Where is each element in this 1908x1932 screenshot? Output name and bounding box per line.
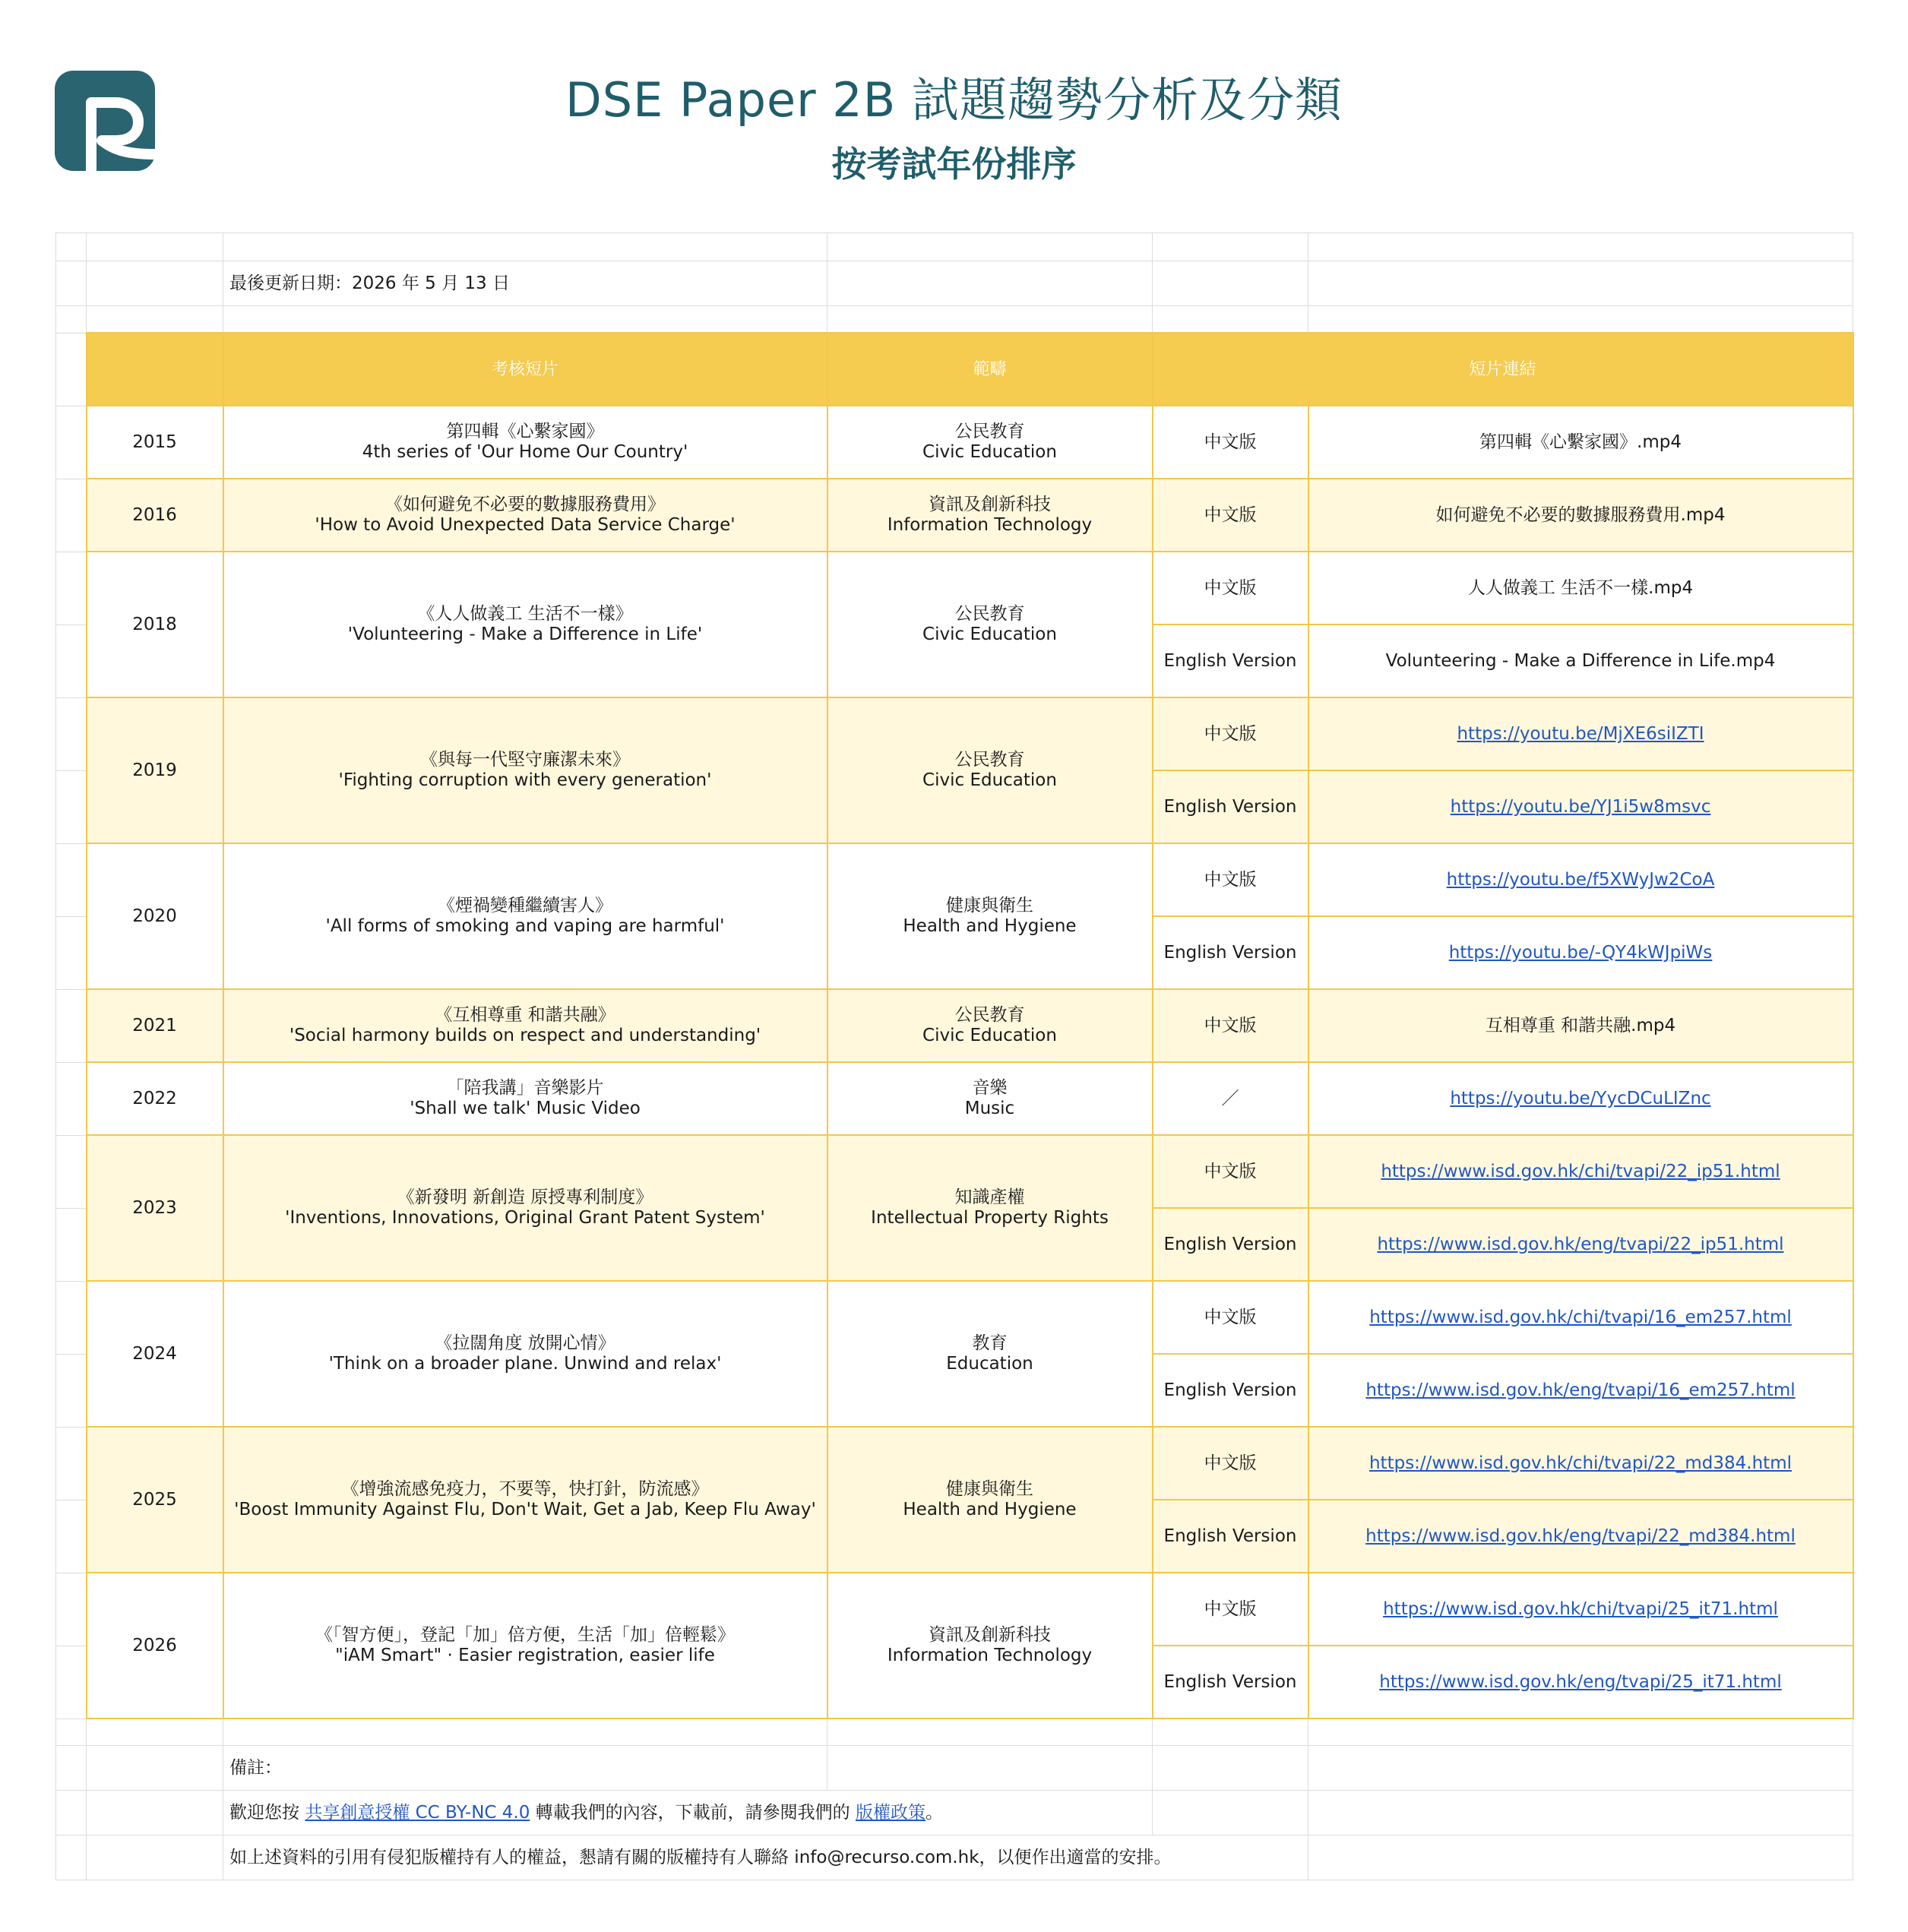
- video-title-cell: [223, 1281, 827, 1427]
- video-file-cell: Volunteering - Make a Difference in Life.mp4: [1308, 625, 1853, 697]
- copyright-policy-link[interactable]: 版權政策: [855, 1802, 926, 1823]
- header-video: 考核短片: [223, 333, 827, 406]
- video-link[interactable]: https://www.isd.gov.hk/eng/tvapi/25_it71.html: [1379, 1671, 1782, 1692]
- video-title-zh: 《如何避免不必要的數據服務費用》: [385, 495, 665, 514]
- table-row: [56, 479, 1853, 552]
- year-cell: 2015: [87, 406, 223, 479]
- scope-en: Education: [946, 1354, 1033, 1374]
- video-title-zh: 《互相尊重 和諧共融》: [435, 1005, 615, 1025]
- scope-zh: 健康與衛生: [946, 1479, 1033, 1499]
- video-link[interactable]: https://www.isd.gov.hk/chi/tvapi/22_ip51.html: [1381, 1161, 1780, 1181]
- table-header: [56, 333, 1853, 406]
- year-cell: 2022: [87, 1062, 223, 1135]
- language-cell: 中文版: [1153, 1281, 1308, 1354]
- year-cell: 2020: [87, 843, 223, 989]
- scope-cell: [827, 1427, 1153, 1573]
- scope-en: Health and Hygiene: [903, 916, 1077, 936]
- year-cell: 2023: [87, 1135, 223, 1281]
- table-row: [56, 697, 1853, 770]
- language-cell: 中文版: [1153, 1135, 1308, 1208]
- header-scope: 範疇: [827, 333, 1153, 406]
- video-link[interactable]: https://www.isd.gov.hk/chi/tvapi/16_em257.html: [1369, 1307, 1792, 1327]
- video-title-zh: 《與每一代堅守廉潔未來》: [420, 750, 630, 770]
- header-links: 短片連結: [1153, 333, 1853, 406]
- video-link[interactable]: https://www.isd.gov.hk/eng/tvapi/22_ip51.html: [1377, 1234, 1784, 1254]
- video-title-cell: [223, 1062, 827, 1135]
- video-title-cell: [223, 843, 827, 989]
- scope-cell: [827, 697, 1153, 843]
- language-cell: English Version: [1153, 916, 1308, 989]
- table-row: [56, 406, 1853, 479]
- language-cell: 中文版: [1153, 552, 1308, 625]
- video-link[interactable]: https://youtu.be/-QY4kWJpiWs: [1448, 942, 1713, 963]
- video-file-cell: 第四輯《心繫家國》.mp4: [1308, 406, 1853, 479]
- video-title-zh: 「陪我講」音樂影片: [446, 1078, 604, 1098]
- video-title-en: 'How to Avoid Unexpected Data Service Charge': [315, 515, 736, 535]
- scope-zh: 音樂: [972, 1078, 1008, 1098]
- video-link[interactable]: https://youtu.be/YJ1i5w8msvc: [1450, 796, 1711, 817]
- scope-zh: 資訊及創新科技: [929, 1625, 1051, 1645]
- language-cell: English Version: [1153, 625, 1308, 697]
- table-row: [56, 1427, 1853, 1500]
- table-row: [56, 1281, 1853, 1354]
- scope-en: Information Technology: [887, 515, 1093, 535]
- video-title-zh: 《人人做義工 生活不一樣》: [417, 604, 633, 624]
- scope-cell: [827, 843, 1153, 989]
- video-title-zh: 《拉闊角度 放開心情》: [435, 1333, 615, 1353]
- video-title-en: 'Inventions, Innovations, Original Grant Patent System': [285, 1208, 765, 1228]
- table-row: [56, 552, 1853, 625]
- table-row: [56, 989, 1853, 1062]
- scope-zh: 教育: [972, 1333, 1008, 1353]
- scope-en: Health and Hygiene: [903, 1500, 1077, 1519]
- language-cell: 中文版: [1153, 1427, 1308, 1500]
- video-title-zh: 《增強流感免疫力，不要等，快打針，防流感》: [341, 1479, 709, 1499]
- video-title-zh: 《「智方便」，登記「加」倍方便，生活「加」倍輕鬆》: [315, 1625, 735, 1645]
- scope-cell: [827, 1135, 1153, 1281]
- scope-en: Civic Education: [922, 770, 1057, 790]
- scope-en: Civic Education: [922, 1026, 1057, 1045]
- cc-license-link[interactable]: 共享創意授權 CC BY-NC 4.0: [305, 1802, 530, 1823]
- video-title-en: 'Fighting corruption with every generation': [338, 770, 712, 790]
- scope-cell: [827, 406, 1153, 479]
- language-cell: English Version: [1153, 1500, 1308, 1573]
- page-title: DSE Paper 2B 試題趨勢分析及分類: [565, 72, 1343, 128]
- video-title-zh: 《煙禍變種繼續害人》: [438, 896, 612, 915]
- video-title-en: 4th series of 'Our Home Our Country': [362, 442, 688, 462]
- year-cell: 2018: [87, 552, 223, 697]
- scope-cell: [827, 1062, 1153, 1135]
- scope-en: Music: [964, 1099, 1015, 1118]
- scope-cell: [827, 989, 1153, 1062]
- video-link[interactable]: https://youtu.be/MjXE6siIZTI: [1457, 723, 1704, 744]
- video-title-en: 'Social harmony builds on respect and understanding': [289, 1026, 761, 1045]
- language-cell: English Version: [1153, 1208, 1308, 1281]
- video-title-en: 'Shall we talk' Music Video: [410, 1099, 641, 1118]
- video-title-cell: [223, 989, 827, 1062]
- language-cell: ／: [1153, 1062, 1308, 1135]
- video-title-zh: 《新發明 新創造 原授專利制度》: [397, 1187, 653, 1207]
- video-file-cell: 人人做義工 生活不一樣.mp4: [1308, 552, 1853, 625]
- language-cell: English Version: [1153, 1354, 1308, 1427]
- language-cell: 中文版: [1153, 989, 1308, 1062]
- video-title-en: 'All forms of smoking and vaping are harmful': [325, 916, 725, 936]
- video-title-en: 'Think on a broader plane. Unwind and relax': [328, 1354, 722, 1374]
- year-cell: 2021: [87, 989, 223, 1062]
- scope-zh: 健康與衛生: [946, 896, 1033, 915]
- page-subtitle: 按考試年份排序: [831, 144, 1077, 185]
- language-cell: 中文版: [1153, 1573, 1308, 1646]
- video-file-cell: 如何避免不必要的數據服務費用.mp4: [1308, 479, 1853, 552]
- spreadsheet: [55, 232, 1853, 1880]
- scope-en: Civic Education: [922, 625, 1057, 644]
- year-cell: 2024: [87, 1281, 223, 1427]
- copyright-note: 如上述資料的引用有侵犯版權持有人的權益，懇請有關的版權持有人聯絡 info@recurso.com.hk，以便作出適當的安排。: [223, 1836, 1308, 1880]
- video-title-cell: [223, 1427, 827, 1573]
- language-cell: 中文版: [1153, 697, 1308, 770]
- video-title-cell: [223, 1135, 827, 1281]
- scope-en: Information Technology: [887, 1646, 1093, 1665]
- year-cell: 2016: [87, 479, 223, 552]
- language-cell: 中文版: [1153, 843, 1308, 916]
- video-link[interactable]: https://www.isd.gov.hk/chi/tvapi/25_it71.html: [1383, 1598, 1778, 1619]
- notes-label: 備註：: [223, 1746, 827, 1791]
- year-cell: 2026: [87, 1573, 223, 1719]
- video-title-en: "iAM Smart" · Easier registration, easier life: [335, 1646, 715, 1665]
- language-cell: English Version: [1153, 770, 1308, 843]
- table-row: [56, 1062, 1853, 1135]
- scope-zh: 公民教育: [954, 750, 1025, 770]
- scope-cell: [827, 1281, 1153, 1427]
- scope-zh: 公民教育: [954, 422, 1025, 441]
- last-updated: 最後更新日期：2026 年 5 月 13 日: [223, 261, 827, 306]
- scope-cell: [827, 552, 1153, 697]
- scope-zh: 知識產權: [954, 1187, 1025, 1207]
- language-cell: 中文版: [1153, 479, 1308, 552]
- scope-cell: [827, 1573, 1153, 1719]
- video-title-cell: [223, 552, 827, 697]
- video-title-cell: [223, 1573, 827, 1719]
- video-file-cell: 互相尊重 和諧共融.mp4: [1308, 989, 1853, 1062]
- video-link[interactable]: https://www.isd.gov.hk/chi/tvapi/22_md384.html: [1369, 1453, 1792, 1473]
- year-cell: 2019: [87, 697, 223, 843]
- table-row: [56, 843, 1853, 916]
- scope-zh: 公民教育: [954, 604, 1025, 624]
- video-link[interactable]: https://www.isd.gov.hk/eng/tvapi/22_md384.html: [1365, 1526, 1796, 1546]
- year-cell: 2025: [87, 1427, 223, 1573]
- language-cell: 中文版: [1153, 406, 1308, 479]
- video-title-cell: [223, 697, 827, 843]
- scope-en: Civic Education: [922, 442, 1057, 462]
- video-link[interactable]: https://youtu.be/YycDCuLIZnc: [1450, 1088, 1711, 1108]
- video-title-zh: 第四輯《心繫家國》: [446, 422, 604, 441]
- scope-zh: 資訊及創新科技: [929, 495, 1051, 514]
- video-title-cell: [223, 479, 827, 552]
- license-note: 歡迎您按 共享創意授權 CC BY-NC 4.0 轉載我們的內容，下載前，請參閱我們的 版權政策。: [223, 1791, 1153, 1836]
- video-link[interactable]: https://youtu.be/f5XWyJw2CoA: [1446, 869, 1715, 890]
- scope-cell: [827, 479, 1153, 552]
- scope-en: Intellectual Property Rights: [871, 1208, 1109, 1228]
- scope-zh: 公民教育: [954, 1005, 1025, 1025]
- video-title-en: 'Boost Immunity Against Flu, Don't Wait, Get a Jab, Keep Flu Away': [234, 1500, 816, 1519]
- table-row: [56, 1135, 1853, 1208]
- video-title-cell: [223, 406, 827, 479]
- table-row: [56, 1573, 1853, 1646]
- language-cell: English Version: [1153, 1646, 1308, 1719]
- video-link[interactable]: https://www.isd.gov.hk/eng/tvapi/16_em257.html: [1365, 1380, 1796, 1400]
- video-title-en: 'Volunteering - Make a Difference in Life': [347, 625, 703, 644]
